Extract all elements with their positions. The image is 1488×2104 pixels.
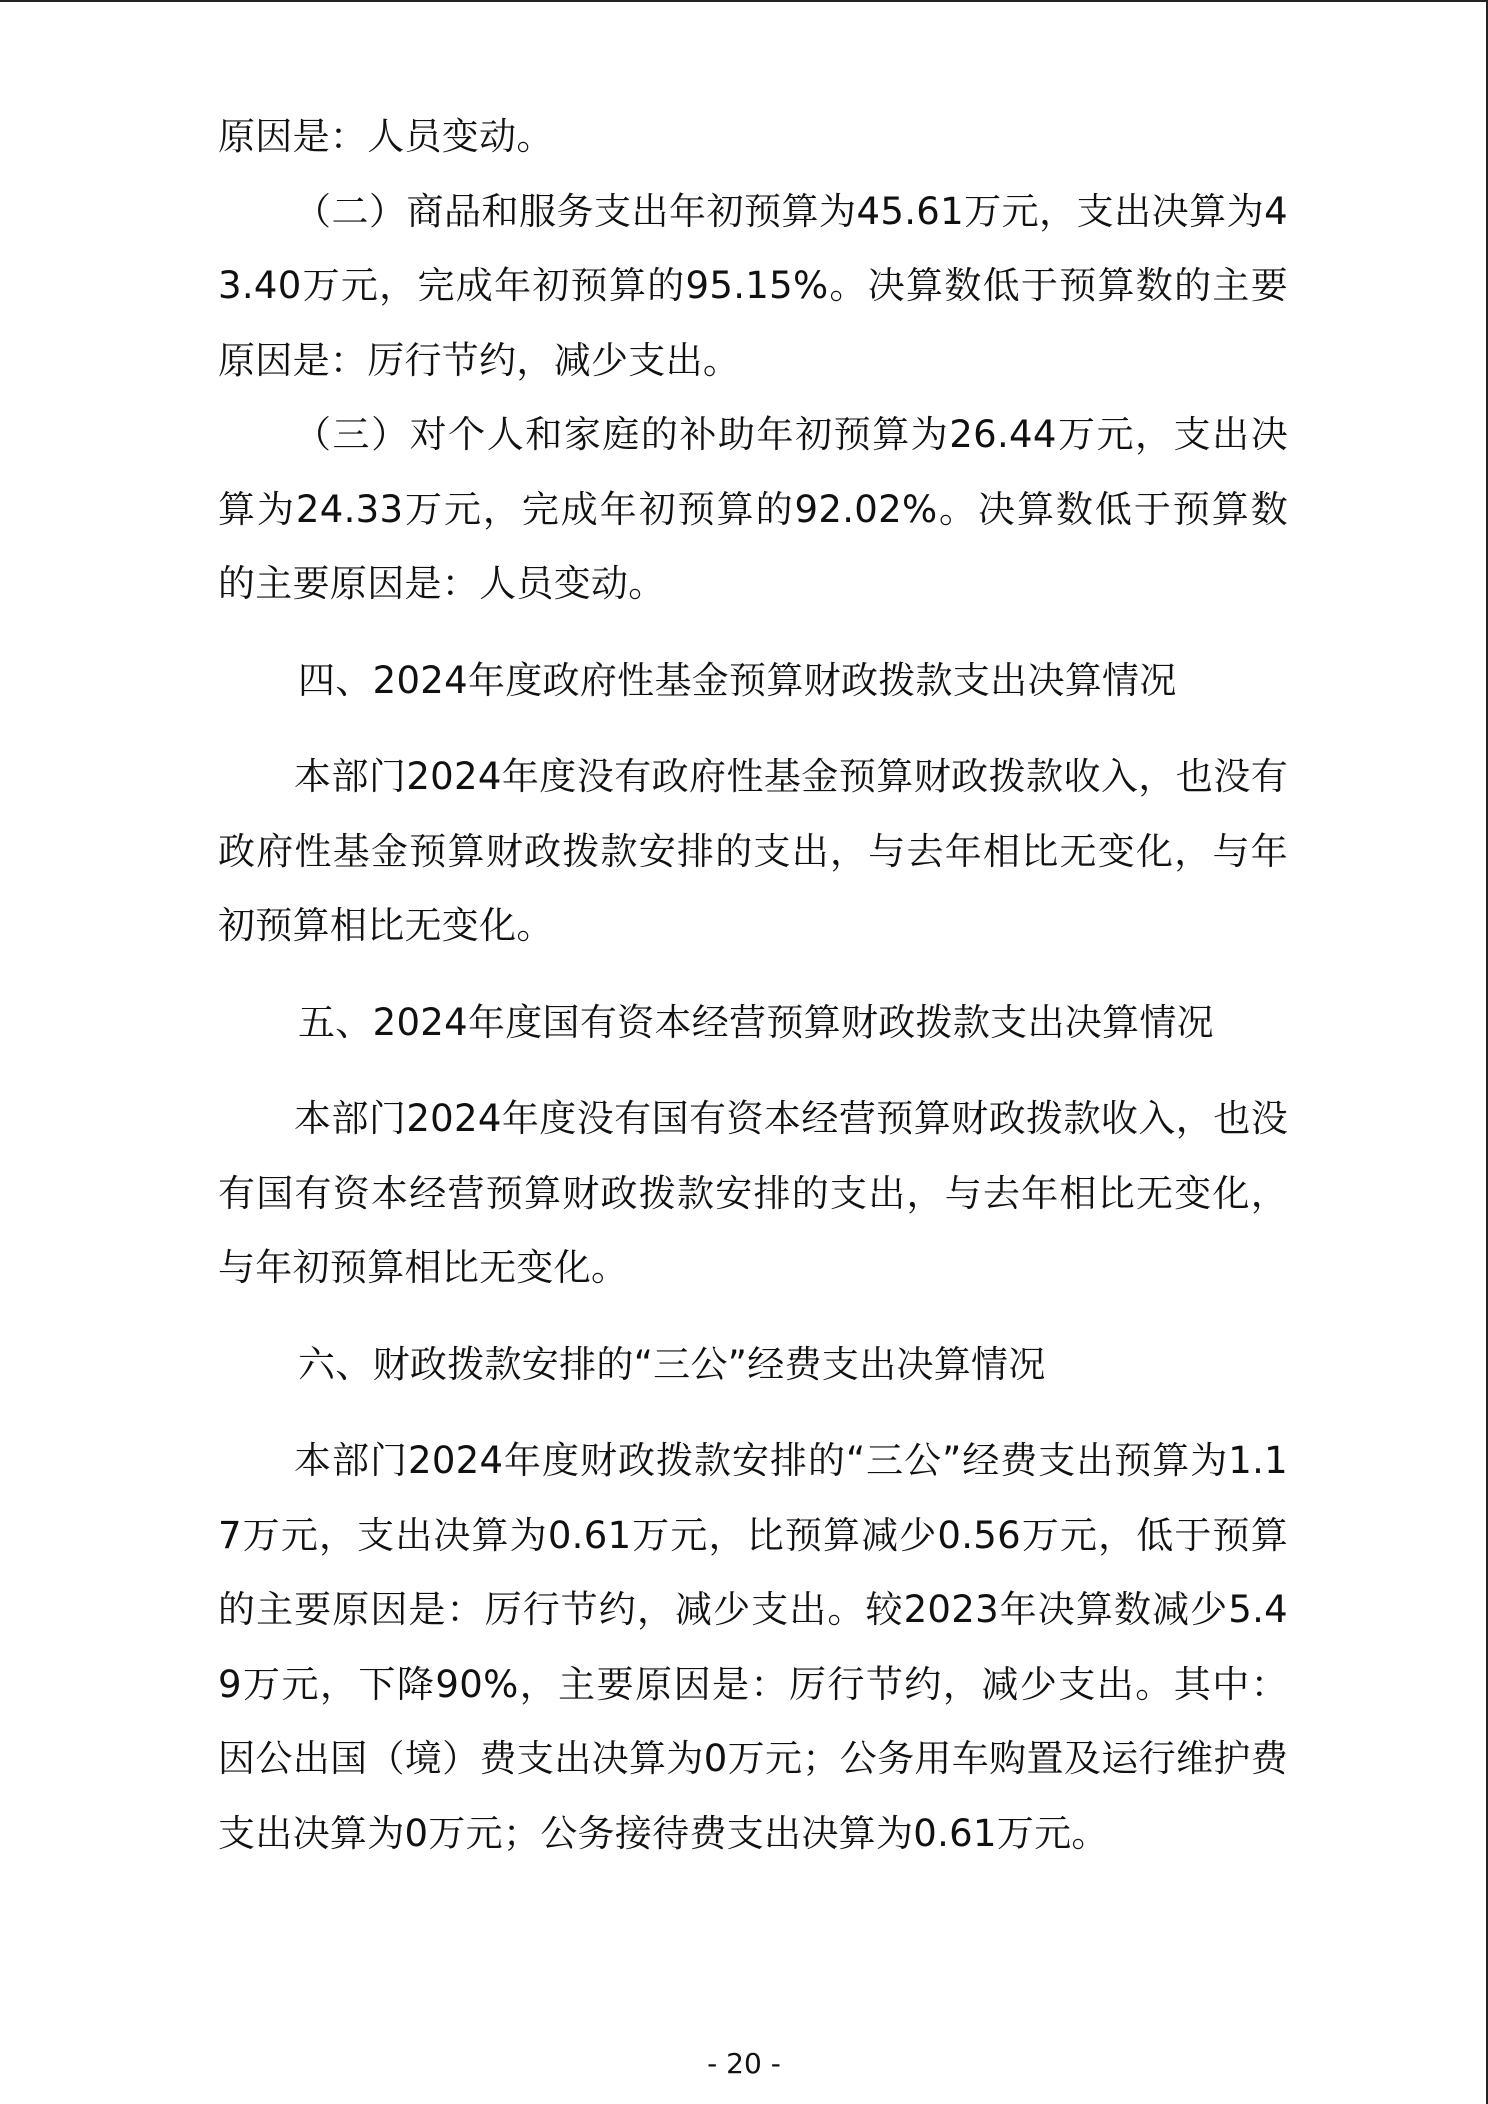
paragraph-family-subsidy: （三）对个人和家庭的补助年初预算为26.44万元，支出决算为24.33万元，完成年初预算的92.02%。决算数低于预算数的主要原因是：人员变动。 (218, 413, 1288, 605)
page-number: - 20 - (707, 2047, 781, 2080)
section-heading-6: 六、财政拨款安排的“三公”经费支出决算情况 (298, 1342, 1046, 1386)
section-heading-4: 四、2024年度政府性基金预算财政拨款支出决算情况 (298, 658, 1177, 702)
paragraph-gov-fund: 本部门2024年度没有政府性基金预算财政拨款收入，也没有政府性基金预算财政拨款安排的支出，与去年相比无变化，与年初预算相比无变化。 (218, 755, 1288, 947)
paragraph-state-capital: 本部门2024年度没有国有资本经营预算财政拨款收入，也没有国有资本经营预算财政拨款安排的支出，与去年相比无变化，与年初预算相比无变化。 (218, 1097, 1288, 1289)
section-heading-5: 五、2024年度国有资本经营预算财政拨款支出决算情况 (298, 1000, 1214, 1044)
paragraph-goods-services: （二）商品和服务支出年初预算为45.61万元，支出决算为43.40万元，完成年初预算的95.15%。决算数低于预算数的主要原因是：厉行节约，减少支出。 (218, 189, 1288, 382)
page-body (218, 100, 1288, 1871)
paragraph-three-public: 本部门2024年度财政拨款安排的“三公”经费支出预算为1.17万元，支出决算为0.61万元，比预算减少0.56万元，低于预算的主要原因是：厉行节约，减少支出。较2023年决算数减少5.49万元，下降90%，主要原因是：厉行节约，减少支出。其中：因公出国（境）费支出决算为0万元；公务用车购置及运行维护费支出决算为0万元；公务接待费支出决算为0.61万元。 (218, 1439, 1288, 1855)
paragraph-continuation: 原因是：人员变动。 (218, 115, 554, 158)
